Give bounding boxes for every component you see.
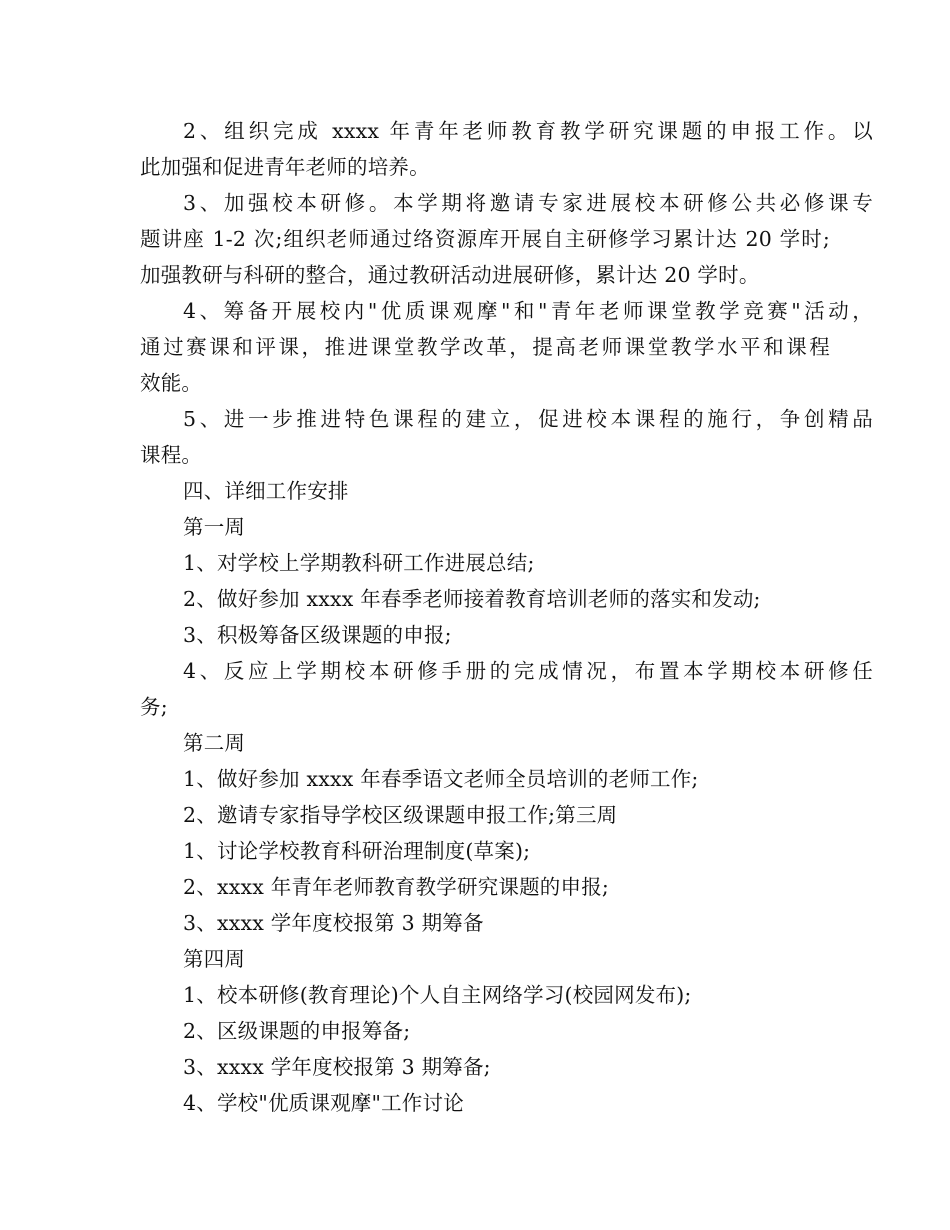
paragraph-line: 通过赛课和评课，推进课堂教学改革，提高老师课堂教学水平和课程 <box>140 335 830 359</box>
list-item: 3、xxxx 学年度校报第 3 期筹备 <box>183 911 484 935</box>
week-heading: 第四周 <box>183 947 246 971</box>
list-item: 2、做好参加 xxxx 年春季老师接着教育培训老师的落实和发动; <box>183 587 761 611</box>
list-item: 4、学校"优质课观摩"工作讨论 <box>183 1091 464 1115</box>
paragraph-line: 题讲座 1-2 次;组织老师通过络资源库开展自主研修学习累计达 20 学时; <box>140 227 830 251</box>
list-item: 1、做好参加 xxxx 年春季语文老师全员培训的老师工作; <box>183 767 699 791</box>
list-item-continuation: 务; <box>140 695 168 719</box>
list-item: 2、xxxx 年青年老师教育教学研究课题的申报; <box>183 875 610 899</box>
week-heading: 第一周 <box>183 515 246 539</box>
paragraph-line: 课程。 <box>140 443 203 467</box>
list-item: 1、讨论学校教育科研治理制度(草案); <box>183 839 531 863</box>
list-item: 2、邀请专家指导学校区级课题申报工作;第三周 <box>183 803 618 827</box>
list-item: 2、区级课题的申报筹备; <box>183 1019 411 1043</box>
list-item: 1、对学校上学期教科研工作进展总结; <box>183 551 535 575</box>
paragraph-line: 5、进一步推进特色课程的建立，促进校本课程的施行，争创精品 <box>183 407 873 431</box>
paragraph-line: 效能。 <box>140 371 203 395</box>
list-item: 1、校本研修(教育理论)个人自主网络学习(校园网发布); <box>183 983 692 1007</box>
list-item: 3、xxxx 学年度校报第 3 期筹备; <box>183 1055 491 1079</box>
week-heading: 第二周 <box>183 731 246 755</box>
paragraph-line: 此加强和促进青年老师的培养。 <box>140 155 430 179</box>
list-item: 4、反应上学期校本研修手册的完成情况，布置本学期校本研修任 <box>183 659 873 683</box>
paragraph-line: 2、组织完成 xxxx 年青年老师教育教学研究课题的申报工作。以 <box>183 119 873 143</box>
paragraph-line: 加强教研与科研的整合，通过教研活动进展研修，累计达 20 学时。 <box>140 263 760 287</box>
section-heading: 四、详细工作安排 <box>183 479 349 503</box>
paragraph-line: 4、筹备开展校内"优质课观摩"和"青年老师课堂教学竞赛"活动， <box>183 299 873 323</box>
paragraph-line: 3、加强校本研修。本学期将邀请专家进展校本研修公共必修课专 <box>183 191 873 215</box>
list-item: 3、积极筹备区级课题的申报; <box>183 623 452 647</box>
